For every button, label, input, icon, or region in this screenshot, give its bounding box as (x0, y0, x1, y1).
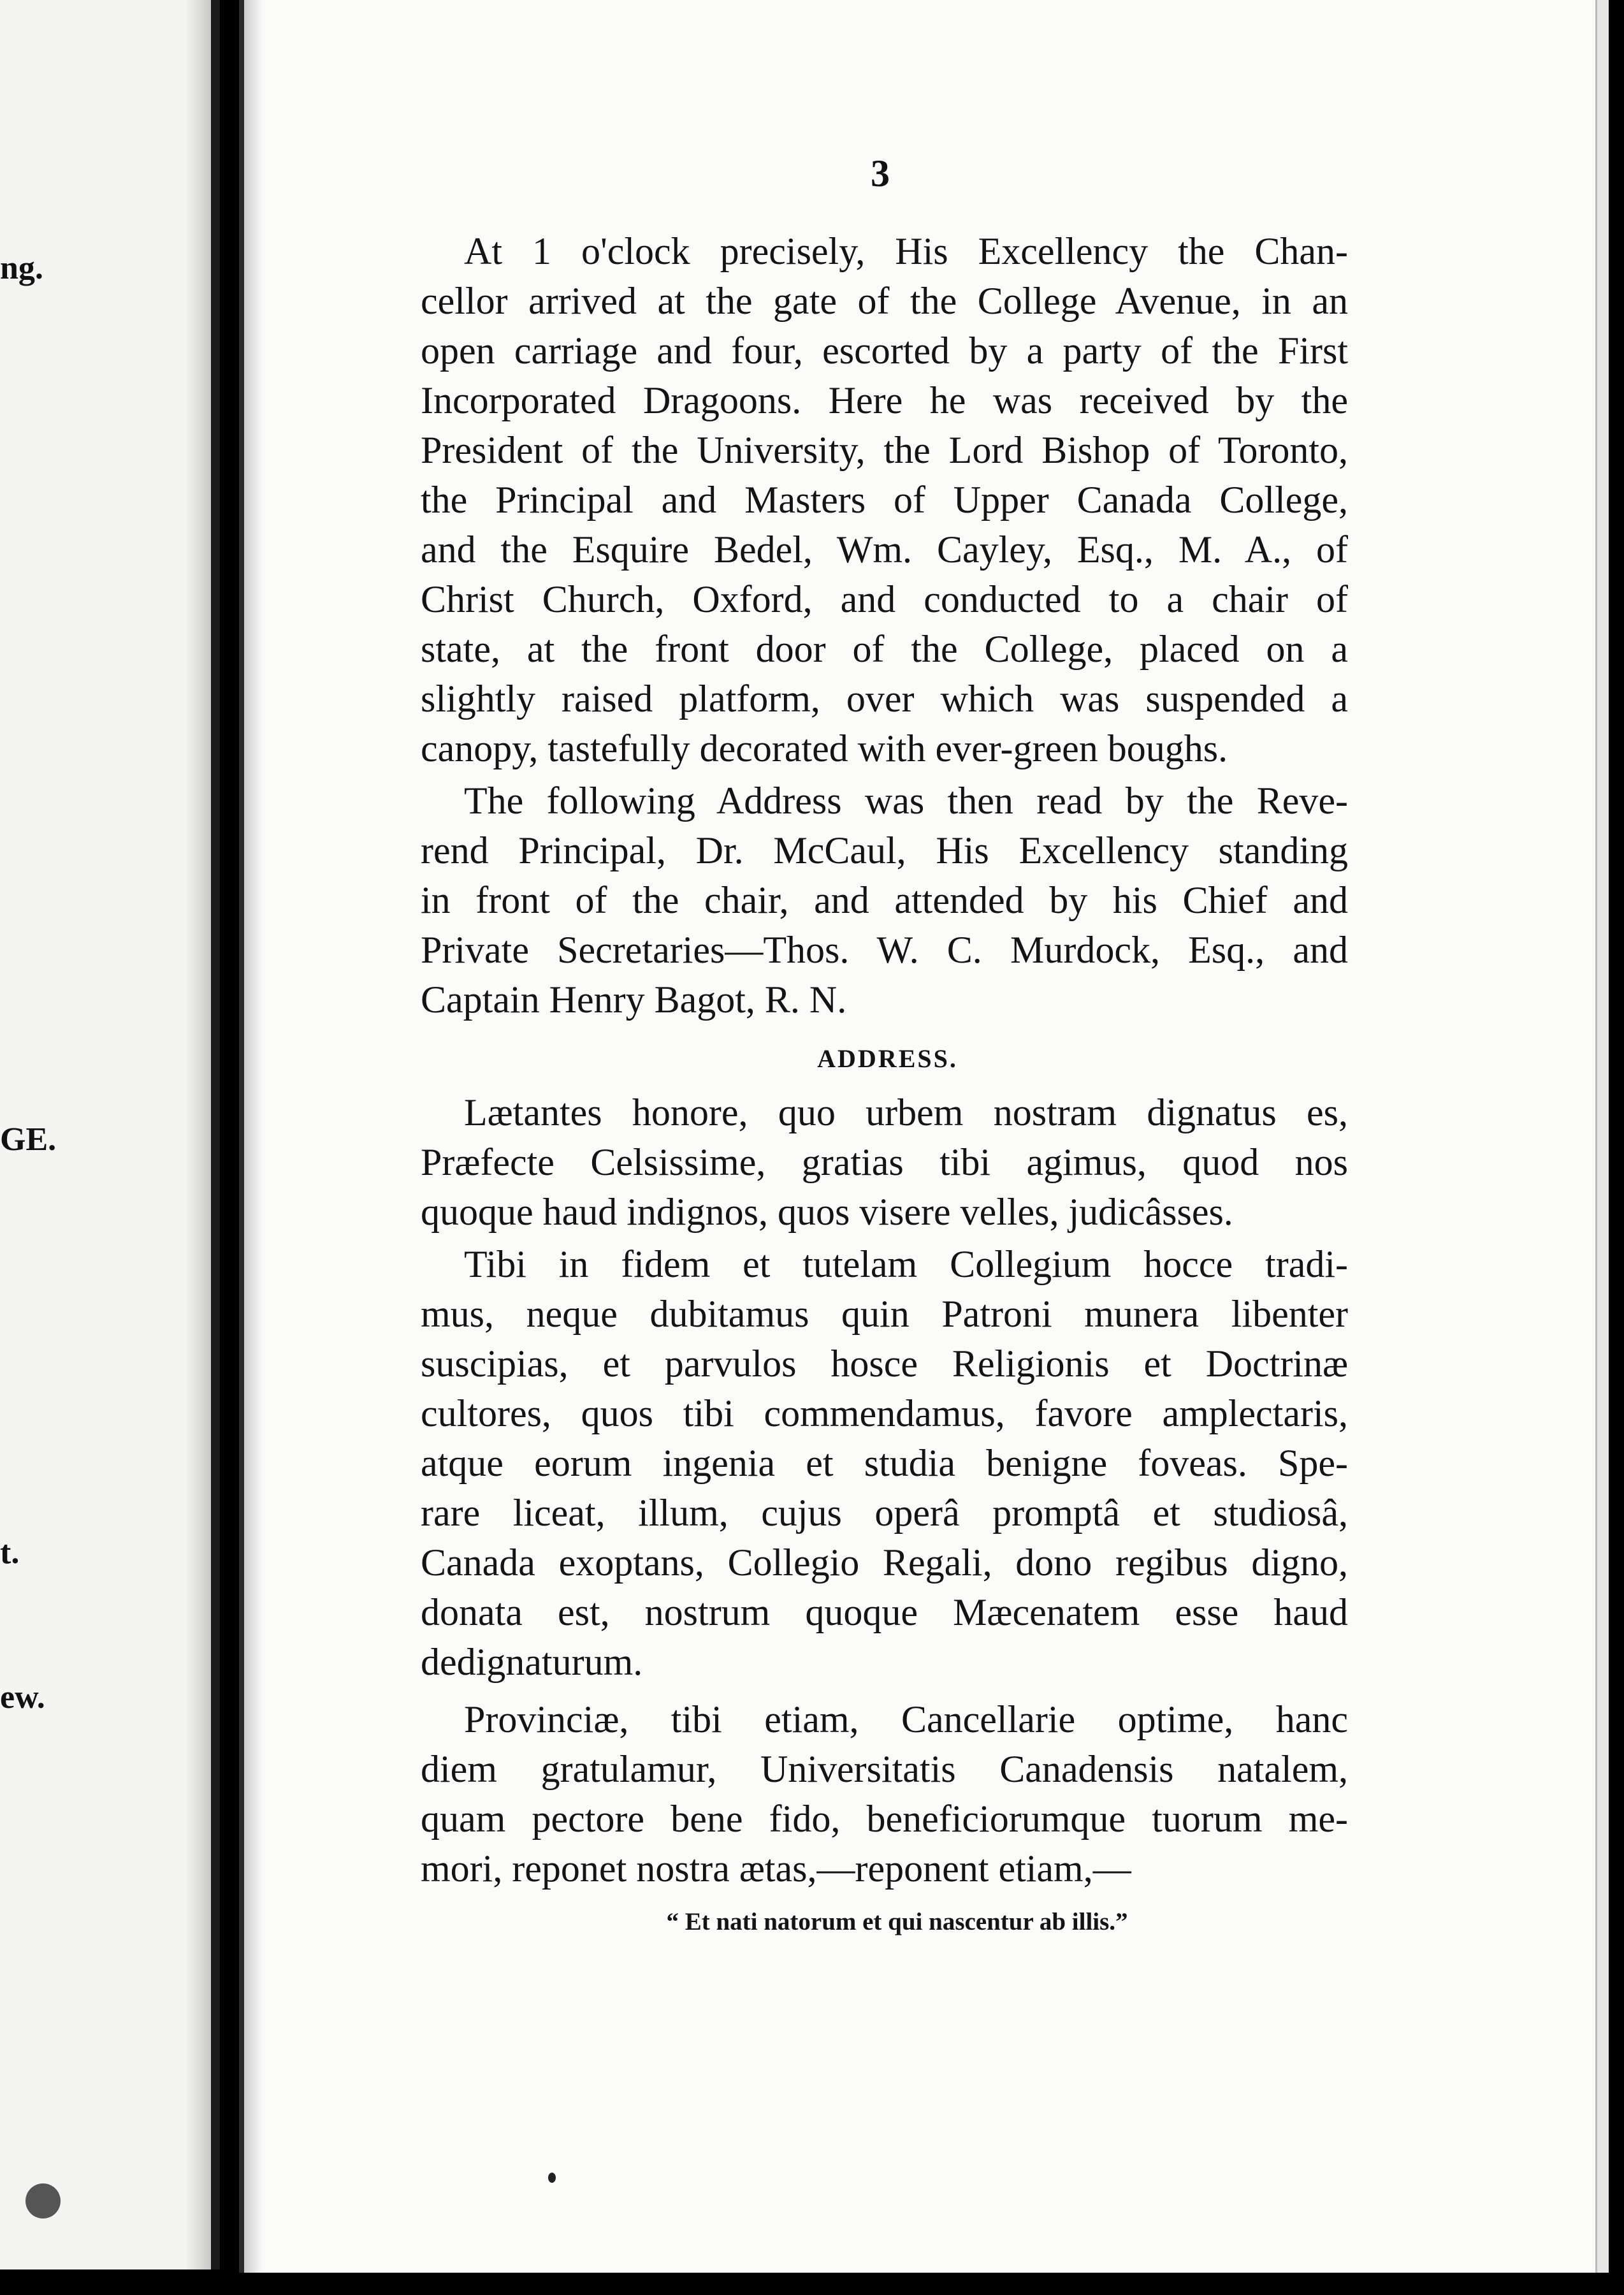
text-line: donata est, nostrum quoque Mæcenatem esse haud (421, 1591, 1348, 1633)
previous-page-edge (0, 0, 220, 2270)
text-line: Canada exoptans, Collegio Regali, dono regibus digno, (421, 1541, 1348, 1584)
text-line: Lætantes honore, quo urbem nostram dignatus es, (464, 1091, 1348, 1133)
text-line: mus, neque dubitamus quin Patroni munera libenter (421, 1293, 1348, 1335)
text-line: The following Address was then read by the Reve- (464, 780, 1348, 822)
text-line: rend Principal, Dr. McCaul, His Excellency standing (421, 829, 1348, 871)
text-line: atque eorum ingenia et studia benigne foveas. Spe- (421, 1442, 1348, 1484)
text-line: Private Secretaries—Thos. W. C. Murdock, Esq., and (421, 929, 1348, 971)
page-number: 3 (871, 152, 890, 194)
address-paragraph (421, 1694, 1348, 1893)
text-line: diem gratulamur, Universitatis Canadensis natalem, (421, 1748, 1348, 1790)
address-paragraph (421, 1088, 1348, 1237)
address-paragraph (421, 1239, 1348, 1687)
text-line: At 1 o'clock precisely, His Excellency the Chan- (464, 230, 1348, 272)
text-line: canopy, tastefully decorated with ever-green boughs. (421, 727, 1228, 769)
left-page-fragment: t. (0, 1534, 20, 1571)
page-edge (1595, 0, 1609, 2273)
latin-quotation: “ Et nati natorum et qui nascentur ab illis.” (666, 1908, 1128, 1935)
text-line: suscipias, et parvulos hosce Religionis et Doctrinæ (421, 1343, 1348, 1385)
left-page-fragment: ng. (0, 250, 43, 286)
ink-speck (548, 2173, 556, 2183)
text-line: Provinciæ, tibi etiam, Cancellarie optime, hanc (464, 1698, 1348, 1740)
text-line: quam pectore bene fido, beneficiorumque tuorum me- (421, 1798, 1348, 1840)
text-line: rare liceat, illum, cujus operâ promptâ et studiosâ, (421, 1492, 1348, 1534)
ink-blot (25, 2183, 61, 2218)
left-page-fragment: GE. (0, 1121, 57, 1158)
text-line: cultores, quos tibi commendamus, favore amplectaris, (421, 1392, 1348, 1434)
left-page-fragment: ew. (0, 1679, 45, 1716)
text-line: President of the University, the Lord Bishop of Toronto, (421, 429, 1348, 471)
section-heading: ADDRESS. (817, 1044, 958, 1073)
text-line: quoque haud indignos, quos visere velles, judicâsses. (421, 1191, 1233, 1233)
text-line: Incorporated Dragoons. Here he was received by the (421, 379, 1348, 421)
text-line: cellor arrived at the gate of the College Avenue, in an (421, 280, 1348, 322)
text-line: Præfecte Celsissime, gratias tibi agimus, quod nos (421, 1141, 1348, 1183)
text-line: slightly raised platform, over which was suspended a (421, 678, 1348, 720)
text-line: Christ Church, Oxford, and conducted to a chair of (421, 578, 1348, 620)
paragraph (421, 776, 1348, 1024)
text-line: the Principal and Masters of Upper Canada College, (421, 479, 1348, 521)
text-line: state, at the front door of the College, placed on a (421, 628, 1348, 670)
text-line: Captain Henry Bagot, R. N. (421, 979, 847, 1021)
text-line: and the Esquire Bedel, Wm. Cayley, Esq., M. A., of (421, 528, 1348, 571)
text-line: in front of the chair, and attended by his Chief and (421, 879, 1348, 921)
paragraph (421, 226, 1348, 773)
page-body (421, 226, 1348, 1936)
text-line: mori, reponet nostra ætas,—reponent etiam,— (421, 1847, 1131, 1890)
text-line: dedignaturum. (421, 1641, 643, 1683)
text-line: open carriage and four, escorted by a party of the First (421, 330, 1348, 372)
text-line: Tibi in fidem et tutelam Collegium hocce tradi- (464, 1243, 1348, 1285)
